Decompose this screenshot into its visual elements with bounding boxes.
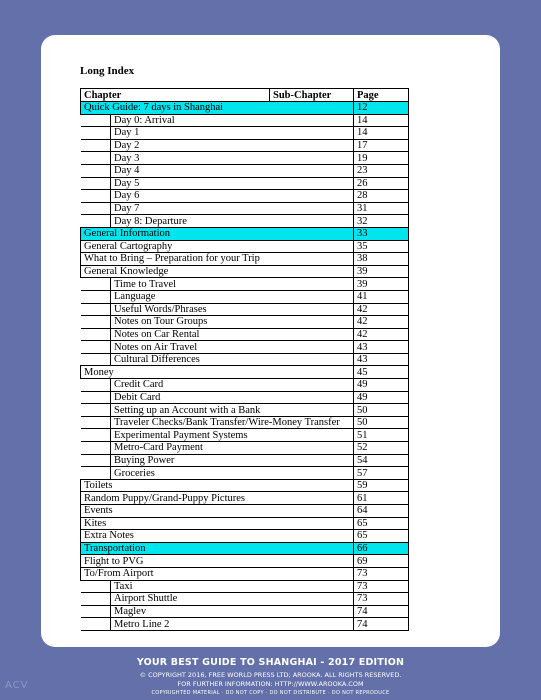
row-page: 45	[354, 366, 409, 379]
table-row	[81, 391, 409, 404]
indent-cell	[81, 379, 111, 392]
row-label: Day 0: Arrival	[111, 114, 354, 127]
row-label: Day 8: Departure	[111, 215, 354, 228]
table-row	[81, 114, 409, 127]
table-row	[81, 618, 409, 631]
indent-cell	[81, 316, 111, 329]
indent-cell	[81, 580, 111, 593]
row-label: Groceries	[111, 467, 354, 480]
indent-cell	[81, 190, 111, 203]
row-label: Extra Notes	[81, 530, 354, 543]
row-page: 50	[354, 404, 409, 417]
table-row	[81, 227, 409, 240]
row-page: 26	[354, 177, 409, 190]
table-row	[81, 240, 409, 253]
watermark: ACV	[5, 680, 29, 691]
row-page: 32	[354, 215, 409, 228]
row-page: 12	[354, 102, 409, 115]
indent-cell	[81, 177, 111, 190]
table-row	[81, 177, 409, 190]
indent-cell	[81, 303, 111, 316]
indent-cell	[81, 114, 111, 127]
table-row	[81, 479, 409, 492]
table-row	[81, 164, 409, 177]
row-page: 65	[354, 517, 409, 530]
row-label: Notes on Car Rental	[111, 328, 354, 341]
row-label: Taxi	[111, 580, 354, 593]
index-rows	[81, 102, 409, 631]
footer-info: FOR FURTHER INFORMATION: HTTP://WWW.AROOKA.COM	[177, 680, 364, 688]
table-row	[81, 127, 409, 140]
row-label: General Cartography	[81, 240, 354, 253]
row-page: 65	[354, 530, 409, 543]
indent-cell	[81, 593, 111, 606]
indent-cell	[81, 618, 111, 631]
row-label: Metro-Card Payment	[111, 442, 354, 455]
row-label: Setting up an Account with a Bank	[111, 404, 354, 417]
header-subchapter: Sub-Chapter	[270, 89, 354, 102]
table-row	[81, 505, 409, 518]
row-page: 23	[354, 164, 409, 177]
footer-notice: COPYRIGHTED MATERIAL · DO NOT COPY · DO NOT DISTRIBUTE · DO NOT REPRODUCE	[151, 690, 390, 696]
table-row	[81, 454, 409, 467]
table-row	[81, 303, 409, 316]
document-page	[41, 35, 500, 647]
indent-cell	[81, 202, 111, 215]
row-page: 59	[354, 479, 409, 492]
table-row	[81, 278, 409, 291]
row-label: Day 5	[111, 177, 354, 190]
header-chapter: Chapter	[81, 89, 270, 102]
table-row	[81, 416, 409, 429]
row-label: Experimental Payment Systems	[111, 429, 354, 442]
row-page: 74	[354, 605, 409, 618]
indent-cell	[81, 164, 111, 177]
row-page: 74	[354, 618, 409, 631]
indent-cell	[81, 127, 111, 140]
row-label: Useful Words/Phrases	[111, 303, 354, 316]
table-row	[81, 404, 409, 417]
row-page: 31	[354, 202, 409, 215]
row-page: 49	[354, 379, 409, 392]
indent-cell	[81, 605, 111, 618]
row-label: Flight to PVG	[81, 555, 354, 568]
table-row	[81, 265, 409, 278]
row-page: 73	[354, 580, 409, 593]
row-page: 73	[354, 567, 409, 580]
row-page: 49	[354, 391, 409, 404]
row-label: Airport Shuttle	[111, 593, 354, 606]
table-row	[81, 253, 409, 266]
row-label: Money	[81, 366, 354, 379]
row-label: General Information	[81, 227, 354, 240]
row-page: 54	[354, 454, 409, 467]
row-label: Events	[81, 505, 354, 518]
row-label: Kites	[81, 517, 354, 530]
row-page: 35	[354, 240, 409, 253]
table-row	[81, 593, 409, 606]
row-page: 57	[354, 467, 409, 480]
table-row	[81, 429, 409, 442]
row-page: 66	[354, 542, 409, 555]
row-page: 52	[354, 442, 409, 455]
row-page: 38	[354, 253, 409, 266]
row-label: Buying Power	[111, 454, 354, 467]
row-label: Day 1	[111, 127, 354, 140]
table-row	[81, 316, 409, 329]
table-row	[81, 202, 409, 215]
table-row	[81, 442, 409, 455]
footer-copyright: © COPYRIGHT 2016, FREE WORLD PRESS LTD; AROOKA. ALL RIGHTS RESERVED.	[139, 671, 402, 679]
row-label: Notes on Air Travel	[111, 341, 354, 354]
indent-cell	[81, 429, 111, 442]
row-label: Traveler Checks/Bank Transfer/Wire-Money Transfer	[111, 416, 354, 429]
table-row	[81, 492, 409, 505]
row-label: Debit Card	[111, 391, 354, 404]
row-label: To/From Airport	[81, 567, 354, 580]
indent-cell	[81, 139, 111, 152]
row-page: 42	[354, 303, 409, 316]
row-label: Transportation	[81, 542, 354, 555]
table-row	[81, 152, 409, 165]
table-row	[81, 567, 409, 580]
row-page: 17	[354, 139, 409, 152]
row-page: 51	[354, 429, 409, 442]
table-row	[81, 328, 409, 341]
row-label: Day 3	[111, 152, 354, 165]
table-row	[81, 530, 409, 543]
row-label: Maglev	[111, 605, 354, 618]
table-row	[81, 555, 409, 568]
table-row	[81, 353, 409, 366]
row-page: 64	[354, 505, 409, 518]
row-page: 41	[354, 290, 409, 303]
table-row	[81, 102, 409, 115]
row-label: Time to Travel	[111, 278, 354, 291]
row-page: 61	[354, 492, 409, 505]
indent-cell	[81, 391, 111, 404]
indent-cell	[81, 467, 111, 480]
row-label: Cultural Differences	[111, 353, 354, 366]
table-row	[81, 366, 409, 379]
indent-cell	[81, 152, 111, 165]
row-page: 50	[354, 416, 409, 429]
row-label: Day 7	[111, 202, 354, 215]
row-page: 43	[354, 341, 409, 354]
index-table	[80, 88, 409, 631]
index-title: Long Index	[80, 65, 135, 77]
table-row	[81, 139, 409, 152]
table-header-row	[81, 89, 409, 102]
table-row	[81, 605, 409, 618]
table-row	[81, 341, 409, 354]
table-row	[81, 542, 409, 555]
table-row	[81, 290, 409, 303]
row-label: General Knowledge	[81, 265, 354, 278]
row-label: Day 2	[111, 139, 354, 152]
indent-cell	[81, 454, 111, 467]
row-page: 42	[354, 328, 409, 341]
indent-cell	[81, 416, 111, 429]
table-row	[81, 190, 409, 203]
row-label: Metro Line 2	[111, 618, 354, 631]
row-page: 33	[354, 227, 409, 240]
row-label: What to Bring – Preparation for your Trip	[81, 253, 354, 266]
row-label: Random Puppy/Grand-Puppy Pictures	[81, 492, 354, 505]
row-page: 42	[354, 316, 409, 329]
row-page: 19	[354, 152, 409, 165]
row-label: Notes on Tour Groups	[111, 316, 354, 329]
row-page: 39	[354, 265, 409, 278]
row-label: Credit Card	[111, 379, 354, 392]
table-row	[81, 580, 409, 593]
row-page: 73	[354, 593, 409, 606]
header-page: Page	[354, 89, 409, 102]
indent-cell	[81, 353, 111, 366]
table-row	[81, 517, 409, 530]
indent-cell	[81, 290, 111, 303]
row-label: Language	[111, 290, 354, 303]
row-label: Day 6	[111, 190, 354, 203]
table-row	[81, 215, 409, 228]
table-row	[81, 467, 409, 480]
indent-cell	[81, 404, 111, 417]
row-page: 14	[354, 127, 409, 140]
indent-cell	[81, 215, 111, 228]
table-row	[81, 379, 409, 392]
footer-title: YOUR BEST GUIDE TO SHANGHAI - 2017 EDITION	[136, 657, 405, 668]
row-page: 28	[354, 190, 409, 203]
row-page: 14	[354, 114, 409, 127]
indent-cell	[81, 442, 111, 455]
row-label: Day 4	[111, 164, 354, 177]
indent-cell	[81, 328, 111, 341]
row-page: 39	[354, 278, 409, 291]
row-label: Toilets	[81, 479, 354, 492]
indent-cell	[81, 278, 111, 291]
row-label: Quick Guide: 7 days in Shanghai	[81, 102, 354, 115]
row-page: 69	[354, 555, 409, 568]
indent-cell	[81, 341, 111, 354]
row-page: 43	[354, 353, 409, 366]
